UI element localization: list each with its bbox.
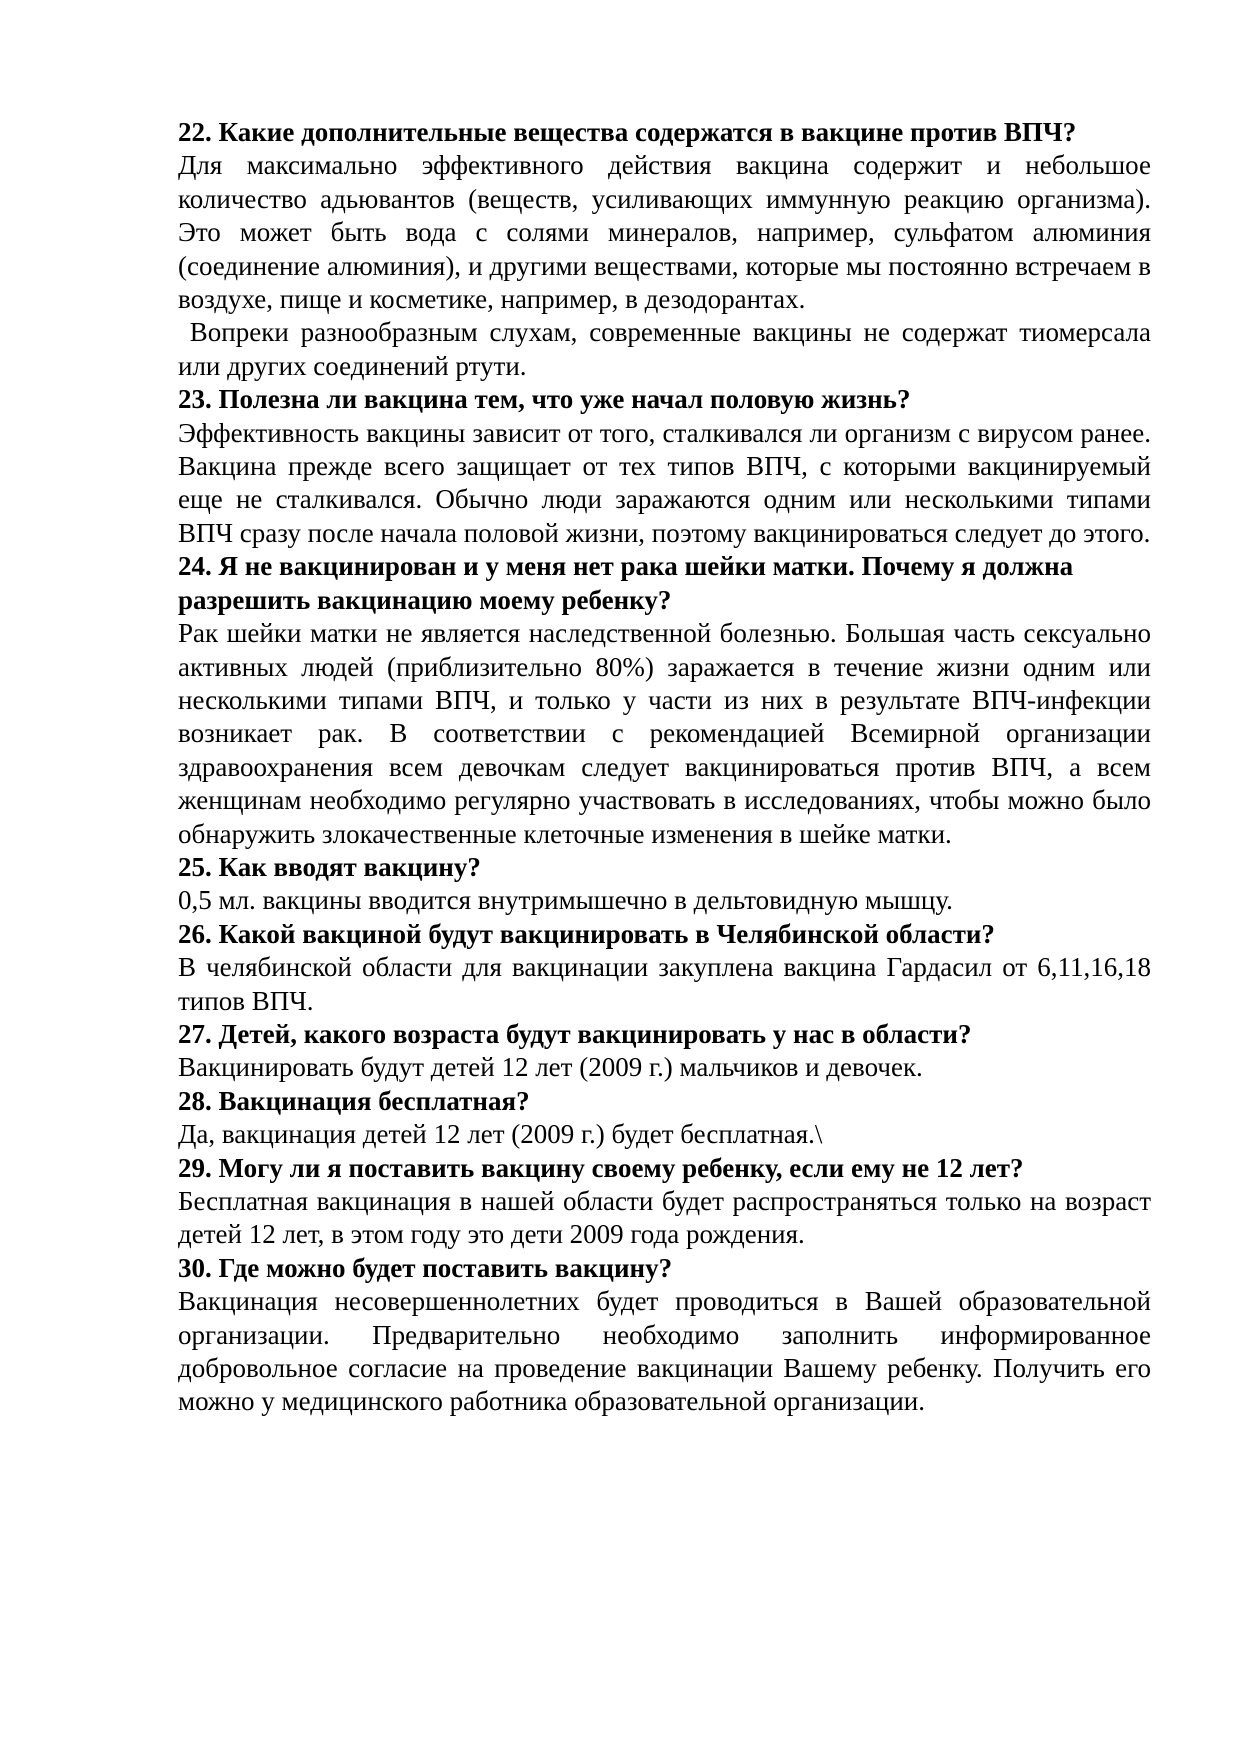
faq-question-22: 22. Какие дополнительные вещества содержатся в вакцине против ВПЧ? <box>178 117 1077 147</box>
faq-answer-25: 0,5 мл. вакцины вводится внутримышечно в дельтовидную мышцу. <box>178 885 953 916</box>
faq-answer-26: В челябинской области для вакцинации закуплена вакцина Гардасил от 6,11,16,18 типов ВПЧ. <box>178 952 1151 1016</box>
faq-answer-27: Вакцинировать будут детей 12 лет (2009 г.) мальчиков и девочек. <box>178 1052 923 1083</box>
faq-answer-23: Эффективность вакцины зависит от того, сталкивался ли организм с вирусом ранее. Вакцина прежде всего защищает от тех типов ВПЧ, с которыми вакцинируемый еще не сталкивался. Обычно люди заражаются одним или несколькими типами ВПЧ сразу после начала половой жизни, поэтому вакцинироваться следует до этого. <box>178 417 1151 548</box>
document-page <box>178 116 1158 1419</box>
faq-answer-22-note: Вопреки разнообразным слухам, современные вакцины не содержат тиомерсала или других соединений ртути. <box>178 317 1158 381</box>
faq-answer-29: Бесплатная вакцинация в нашей области будет распространяться только на возраст детей 12 лет, в этом году это дети 2009 года рождения. <box>178 1186 1151 1250</box>
faq-answer-28: Да, вакцинация детей 12 лет (2009 г.) будет бесплатная.\ <box>178 1119 823 1150</box>
faq-question-23: 23. Полезна ли вакцина тем, что уже начал половую жизнь? <box>178 384 911 415</box>
faq-question-26: 26. Какой вакциной будут вакцинировать в Челябинской области? <box>178 918 995 949</box>
faq-question-25: 25. Как вводят вакцину? <box>178 851 481 882</box>
faq-answer-24: Рак шейки матки не является наследственной болезнью. Большая часть сексуально активных людей (приблизительно 80%) заражается в течение жизни одним или несколькими типами ВПЧ, и только у части из них в результате ВПЧ-инфекции возникает рак. В соответствии с рекомендацией Всемирной организации здравоохранения всем девочкам следует вакцинироваться против ВПЧ, а всем женщинам необходимо регулярно участвовать в исследованиях, чтобы можно было обнаружить злокачественные клеточные изменения в шейке матки. <box>178 618 1151 849</box>
faq-question-28: 28. Вакцинация бесплатная? <box>178 1085 530 1116</box>
faq-question-24: 24. Я не вакцинирован и у меня нет рака шейки матки. Почему я должна разрешить вакцинацию моему ребенку? <box>178 551 1074 615</box>
faq-question-30: 30. Где можно будет поставить вакцину? <box>178 1252 673 1283</box>
faq-question-29: 29. Могу ли я поставить вакцину своему ребенку, если ему не 12 лет? <box>178 1152 1024 1183</box>
faq-answer-30: Вакцинация несовершеннолетних будет проводиться в Вашей образовательной организации. Предварительно необходимо заполнить информированное добровольное согласие на проведение вакцинации Вашему ребенку. Получить его можно у медицинского работника образовательной организации. <box>178 1286 1151 1417</box>
faq-question-27: 27. Детей, какого возраста будут вакцинировать у нас в области? <box>178 1018 972 1049</box>
faq-answer-22: Для максимально эффективного действия вакцина содержит и небольшое количество адьювантов (веществ, усиливающих иммунную реакцию организма). Это может быть вода с солями минералов, например, сульфатом алюминия (соединение алюминия), и другими веществами, которые мы постоянно встречаем в воздухе, пище и косметике, например, в дезодорантах. <box>178 150 1151 315</box>
